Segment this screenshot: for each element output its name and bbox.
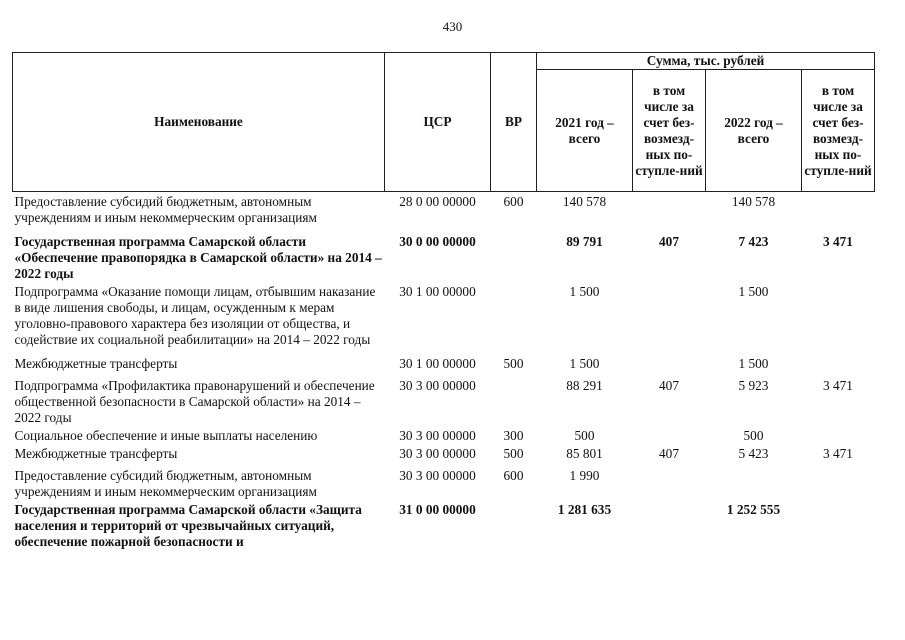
row-csr: 30 1 00 00000 — [399, 356, 476, 371]
row-csr: 31 0 00 00000 — [399, 502, 476, 517]
row-name: Государственная программа Самарской области «Обеспечение правопорядка в Самарской области» на 2014 – 2022 годы — [14, 234, 382, 281]
budget-table — [12, 52, 875, 550]
row-2021-free — [633, 192, 706, 227]
row-2022-free — [802, 462, 875, 500]
row-2022-total: 1 500 — [738, 356, 769, 371]
row-2021-total: 88 291 — [566, 378, 603, 393]
table-row — [13, 282, 875, 348]
row-2022-free — [802, 426, 875, 444]
row-2021-total: 500 — [574, 428, 595, 443]
table-row — [13, 444, 875, 462]
row-vr — [491, 226, 537, 282]
table-row — [13, 426, 875, 444]
row-2022-total: 1 252 555 — [726, 502, 781, 517]
row-vr: 500 — [503, 356, 524, 371]
row-2021-free — [633, 500, 706, 550]
row-csr: 30 3 00 00000 — [399, 446, 476, 461]
row-2022-free — [802, 192, 875, 227]
row-2022-total: 140 578 — [731, 194, 776, 209]
row-2021-total: 1 281 635 — [557, 502, 612, 517]
row-2021-free: 407 — [659, 378, 679, 393]
row-2021-free: 407 — [659, 234, 679, 249]
table-row — [13, 226, 875, 282]
header-2022-total: 2022 год – всего — [706, 70, 802, 192]
row-name: Подпрограмма «Оказание помощи лицам, отбывшим наказание в виде лишения свободы, и лицам, осужденным к мерам уголовно-правового характера без изоляции от общества, и содействие их социальной реабилитации» на 2014 – 2022 годы — [14, 284, 376, 347]
header-vr: ВР — [491, 53, 537, 192]
row-2021-total: 1 500 — [569, 284, 600, 299]
row-2022-free — [802, 282, 875, 348]
row-csr: 30 1 00 00000 — [399, 284, 476, 299]
row-name: Межбюджетные трансферты — [14, 446, 178, 461]
row-csr: 30 3 00 00000 — [399, 378, 476, 393]
row-2022-total: 500 — [743, 428, 764, 443]
table-row — [13, 348, 875, 372]
table-row — [13, 192, 875, 227]
row-vr — [491, 500, 537, 550]
row-vr: 300 — [503, 428, 524, 443]
row-name: Предоставление субсидий бюджетным, автономным учреждениям и иным некоммерческим организациям — [14, 468, 317, 499]
row-2021-free — [633, 282, 706, 348]
row-2021-total: 140 578 — [562, 194, 607, 209]
row-vr — [491, 282, 537, 348]
row-2022-total — [706, 462, 802, 500]
header-2021-total: 2021 год – всего — [537, 70, 633, 192]
row-2021-total: 1 990 — [569, 468, 600, 483]
row-vr: 500 — [503, 446, 524, 461]
row-name: Межбюджетные трансферты — [14, 356, 178, 371]
row-2021-free — [633, 426, 706, 444]
row-name: Социальное обеспечение и иные выплаты населению — [14, 428, 318, 443]
row-csr: 30 3 00 00000 — [399, 468, 476, 483]
row-csr: 28 0 00 00000 — [399, 194, 476, 209]
row-2022-total: 7 423 — [738, 234, 769, 249]
row-name: Предоставление субсидий бюджетным, автономным учреждениям и иным некоммерческим организациям — [14, 194, 317, 225]
header-row-top — [13, 53, 875, 70]
row-2021-free — [633, 462, 706, 500]
row-2022-free: 3 471 — [823, 446, 853, 461]
row-vr — [491, 372, 537, 426]
row-2022-total: 5 423 — [738, 446, 769, 461]
row-name: Государственная программа Самарской области «Защита населения и территорий от чрезвычайных ситуаций, обеспечение пожарной безопасности и — [14, 502, 362, 549]
table-row — [13, 500, 875, 550]
row-2021-total: 85 801 — [566, 446, 603, 461]
header-2021-free: в том числе за счет без-возмезд-ных по-ступле-ний — [633, 70, 706, 192]
row-2021-total: 89 791 — [566, 234, 603, 249]
row-name: Подпрограмма «Профилактика правонарушений и обеспечение общественной безопасности в Самарской области» на 2014 – 2022 годы — [14, 378, 375, 425]
header-sum-group: Сумма, тыс. рублей — [537, 53, 875, 70]
row-2022-free: 3 471 — [823, 234, 853, 249]
row-vr: 600 — [503, 468, 524, 483]
row-2022-total: 1 500 — [738, 284, 769, 299]
table-row — [13, 372, 875, 426]
header-csr: ЦСР — [385, 53, 491, 192]
row-2022-free — [802, 348, 875, 372]
row-2022-free — [802, 500, 875, 550]
row-2022-free: 3 471 — [823, 378, 853, 393]
row-2021-total: 1 500 — [569, 356, 600, 371]
header-name: Наименование — [13, 53, 385, 192]
header-2022-free: в том числе за счет без-возмезд-ных по-ступле-ний — [802, 70, 875, 192]
row-csr: 30 0 00 00000 — [399, 234, 476, 249]
row-vr: 600 — [503, 194, 524, 209]
row-2021-free: 407 — [659, 446, 679, 461]
row-2021-free — [633, 348, 706, 372]
table-row — [13, 462, 875, 500]
row-csr: 30 3 00 00000 — [399, 428, 476, 443]
row-2022-total: 5 923 — [738, 378, 769, 393]
page-number: 430 — [442, 19, 463, 34]
